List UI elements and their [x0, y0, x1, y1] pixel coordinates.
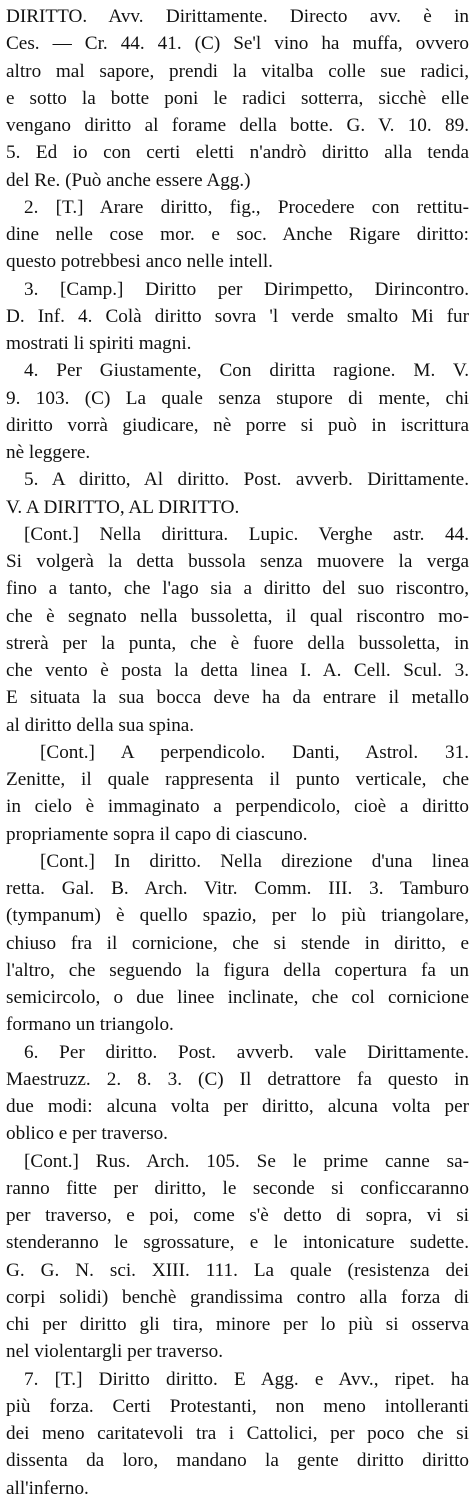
- entry-line: Ces. — Cr. 44. 41. (C) Se'l vino ha muffa, ovvero: [6, 33, 469, 55]
- entry-line: G. G. N. sci. XIII. 111. La quale (resistenza dei: [6, 1259, 469, 1281]
- entry-line: ranno fitte per diritto, le seconde si conficcaranno: [6, 1177, 469, 1199]
- entry-line: in cielo è immaginato a perpendicolo, cioè a diritto: [6, 796, 469, 818]
- entry-line: formano un triangolo.: [6, 1014, 174, 1036]
- entry-line: altro mal sapore, prendi la vitalba colle sue radici,: [6, 60, 469, 82]
- entry-line: 5. A diritto, Al diritto. Post. avverb. Dirittamente.: [24, 469, 469, 491]
- entry-line: 7. [T.] Diritto diritto. E Agg. e Avv., ripet. ha: [24, 1368, 469, 1390]
- entry-line: mostrati li spiriti magni.: [6, 333, 192, 354]
- entry-line: Zenitte, il quale rappresenta il punto verticale, che: [6, 769, 469, 790]
- entry-line: che vento è posta la detta linea I. A. Cell. Scul. 3.: [6, 660, 469, 681]
- entry-line: 9. 103. (C) La quale senza stupore di mente, chi: [6, 387, 469, 409]
- entry-line: oblico e per traverso.: [6, 1123, 168, 1145]
- entry-line: strerà per la punta, che è fuore della bussoletta, in: [6, 632, 469, 654]
- entry-line: [Cont.] A perpendicolo. Danti, Astrol. 31.: [40, 741, 469, 763]
- entry-line: all'inferno.: [6, 1477, 89, 1499]
- entry-line: 3. [Camp.] Diritto per Dirimpetto, Dirincontro.: [24, 278, 469, 300]
- entry-line: del Re. (Può anche essere Agg.): [6, 169, 251, 191]
- entry-line: V. A DIRITTO, AL DIRITTO.: [6, 496, 240, 518]
- entry-line: D. Inf. 4. Colà diritto sovra 'l verde smalto Mi fur: [6, 305, 469, 327]
- entry-line: diritto vorrà giudicare, nè porre si può in iscrittura: [6, 414, 469, 436]
- entry-line: nel violentargli per traverso.: [6, 1341, 224, 1363]
- entry-line: dei meno caritatevoli tra i Cattolici, per poco che si: [6, 1423, 469, 1444]
- entry-line: propriamente sopra il capo di ciascuno.: [6, 823, 308, 845]
- entry-line: dine nelle cose mor. e soc. Anche Rigare diritto:: [6, 224, 469, 245]
- entry-line: E situata la sua bocca deve ha da entrare il metallo: [6, 687, 469, 709]
- entry-line: al diritto della sua spina.: [6, 714, 195, 736]
- entry-line: fino a tanto, che l'ago sia a diritto del suo riscontro,: [6, 578, 469, 600]
- entry-line: retta. Gal. B. Arch. Vitr. Comm. III. 3. Tamburo: [6, 878, 469, 899]
- entry-line: dissenta da loro, mandano la gente diritto diritto: [6, 1450, 469, 1472]
- entry-line: stenderanno le sgrossature, e le intonicature sudette.: [6, 1232, 469, 1254]
- entry-line: l'altro, che seguendo la figura della copertura fa un: [6, 959, 469, 981]
- entry-line: chiuso fra il cornicione, che si stende in diritto, e: [6, 932, 469, 954]
- entry-line: per traverso, e poi, come s'è detto di sopra, vi si: [6, 1205, 469, 1226]
- entry-line: e sotto la botte poni le radici sotterra, sicchè elle: [6, 87, 469, 109]
- entry-line: più forza. Certi Protestanti, non meno intolleranti: [6, 1395, 469, 1417]
- entry-line: che è segnato nella bussoletta, il qual riscontro mo-: [6, 605, 469, 627]
- entry-line: nè leggere.: [6, 442, 91, 463]
- entry-line: questo potrebbesi anco nelle intell.: [6, 251, 273, 273]
- entry-line: DIRITTO. Avv. Dirittamente. Directo avv. è in: [6, 6, 469, 27]
- entry-line: (tympanum) è quello spazio, per lo più triangolare,: [6, 905, 469, 927]
- entry-line: [Cont.] Rus. Arch. 105. Se le prime canne sa-: [24, 1150, 469, 1172]
- entry-line: [Cont.] Nella dirittura. Lupic. Verghe astr. 44.: [24, 523, 469, 545]
- entry-line: 5. Ed io con certi eletti n'andrò diritto alla tenda: [6, 142, 469, 164]
- entry-line: chi per diritto gli tira, minore per lo più si osserva: [6, 1314, 469, 1335]
- entry-line: Maestruzz. 2. 8. 3. (C) Il detrattore fa questo in: [6, 1068, 469, 1090]
- entry-line: corpi solidi) benchè grandissima contro alla forza di: [6, 1286, 469, 1308]
- entry-line: Si volgerà la detta bussola senza muovere la verga: [6, 551, 469, 572]
- entry-line: vengano diritto al forame della botte. G. V. 10. 89.: [6, 115, 469, 136]
- entry-line: 2. [T.] Arare diritto, fig., Procedere con rettitu-: [24, 196, 469, 218]
- entry-line: 6. Per diritto. Post. avverb. vale Dirittamente.: [24, 1041, 469, 1063]
- entry-line: [Cont.] In diritto. Nella direzione d'una linea: [40, 850, 469, 872]
- entry-line: 4. Per Giustamente, Con diritta ragione. M. V.: [24, 360, 469, 382]
- entry-line: due modi: alcuna volta per diritto, alcuna volta per: [6, 1096, 469, 1117]
- entry-line: semicircolo, o due linee inclinate, che col cornicione: [6, 987, 469, 1008]
